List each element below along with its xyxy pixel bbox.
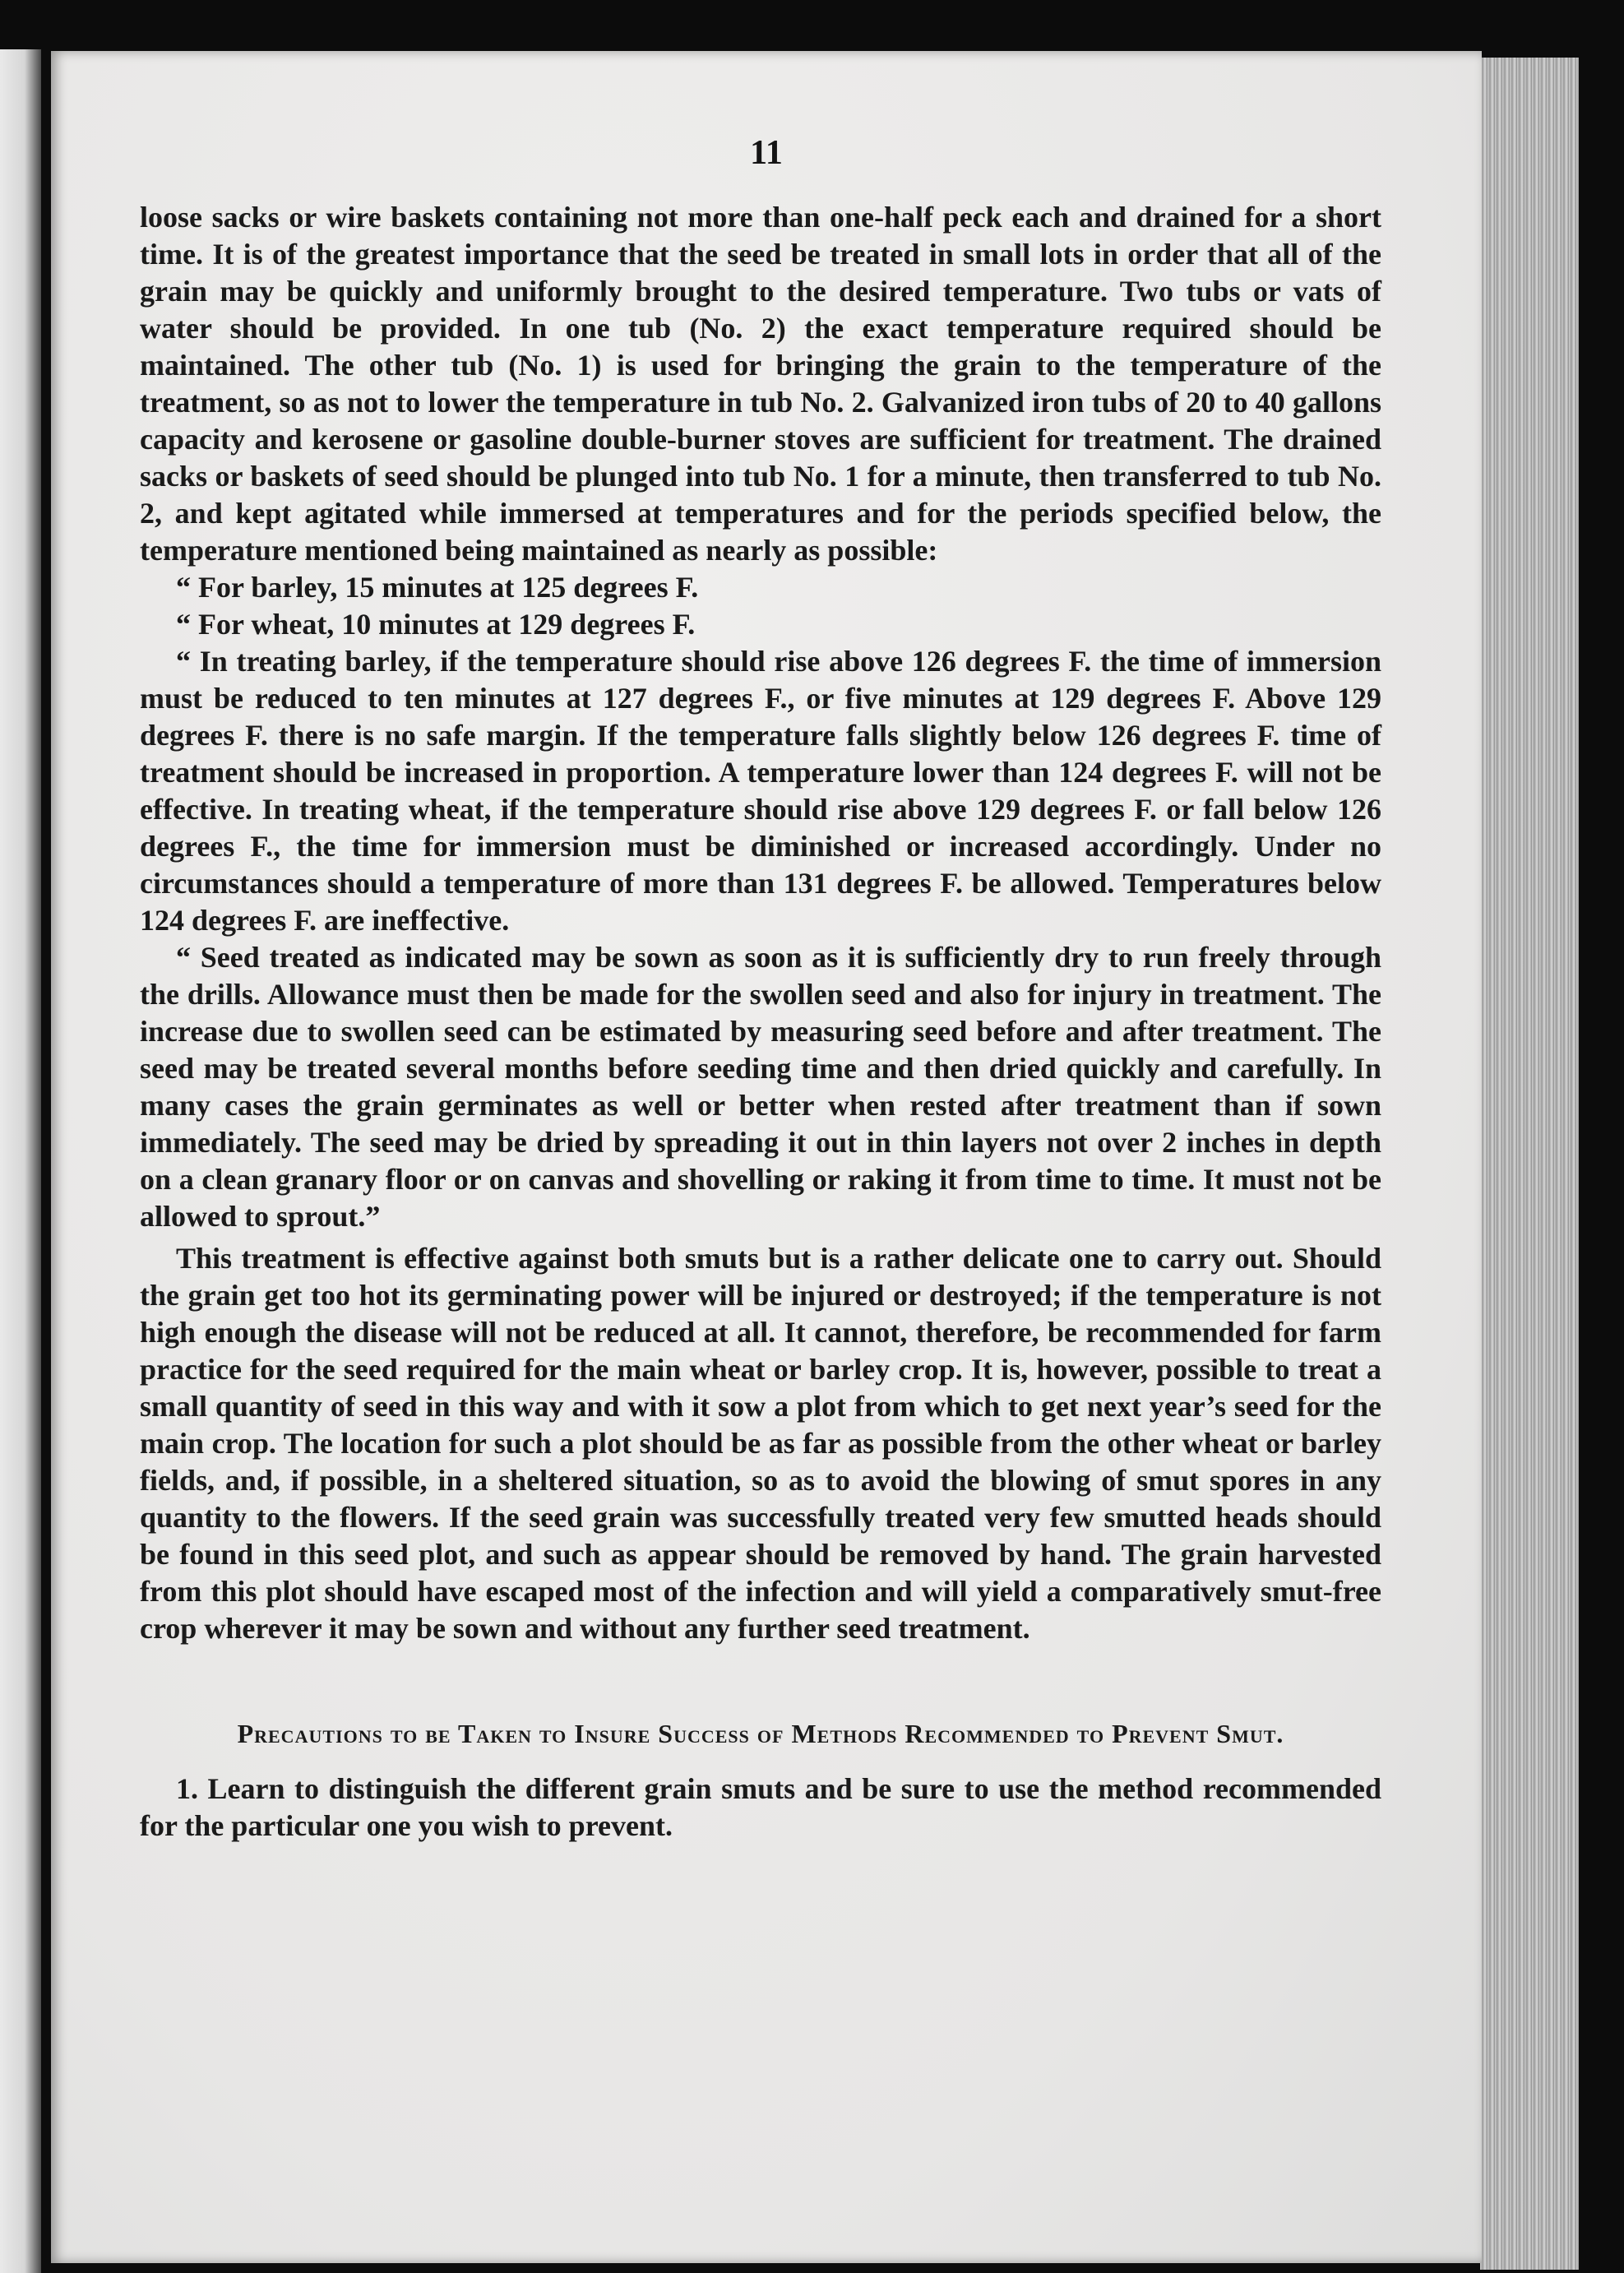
quote-barley: “ For barley, 15 minutes at 125 degrees F. — [176, 571, 699, 604]
page-stack-edge — [1480, 58, 1579, 2270]
facing-page-edge — [0, 49, 41, 2273]
paragraph-continued: loose sacks or wire baskets containing not more than one-half peck each and drained for a short time. It is of the greatest importance that the seed be treated in small lots in order that all of the grain may be quickly and uniformly brought to the desired temperature. Two tubs or vats of water should be provided. In one tub (No. 2) the exact temperature required should be maintained. The other tub (No. 1) is used for bringing the grain to the temperature of the treatment, so as not to lower the temperature in tub No. 2. Galvanized iron tubs of 20 to 40 gallons capacity and kerosene or gasoline double-burner stoves are sufficient for treatment. The drained sacks or baskets of seed should be plunged into tub No. 1 for a minute, then transferred to tub No. 2, and kept agitated while immersed at temperatures and for the periods specified below, the temperature mentioned being maintained as nearly as possible: — [140, 201, 1381, 567]
section-heading: Precautions to be Taken to Insure Success of Methods Recommended to Prevent Smut. — [237, 1719, 1284, 1748]
book-page — [51, 51, 1482, 2263]
paragraph-treatment-effectiveness: This treatment is effective against both smuts but is a rather delicate one to carry out. Should the grain get too hot its germinating power will be injured or destroyed; if the temperature is not high enough the disease will not be reduced at all. It cannot, therefore, be recommended for farm practice for the seed required for the main wheat or barley crop. It is, however, possible to treat a small quantity of seed in this way and with it sow a plot from which to get next year’s seed for the main crop. The location for such a plot should be as far as possible from the other wheat or barley fields, and, if possible, in a sheltered situation, so as to avoid the blowing of smut spores in any quantity to the flowers. If the seed grain was successfully treated very few smutted heads should be found in this seed plot, and such as appear should be removed by hand. The grain harvested from this plot should have escaped most of the infection and will yield a comparatively smut-free crop wherever it may be sown and without any further seed treatment. — [140, 1242, 1381, 1645]
page-number: 11 — [750, 134, 783, 172]
quote-barley-treatment: “ In treating barley, if the temperature should rise above 126 degrees F. the time of immersion must be reduced to ten minutes at 127 degrees F., or five minutes at 129 degrees F. Above 129 degrees F. there is no safe margin. If the temperature falls slightly below 126 degrees F. time of treatment should be increased in proportion. A temperature lower than 124 degrees F. will not be effective. In treating wheat, if the temperature should rise above 129 degrees F. or fall below 126 degrees F., the time for immersion must be diminished or increased accordingly. Under no circumstances should a temperature of more than 131 degrees F. be allowed. Temperatures below 124 degrees F. are ineffective. — [140, 645, 1381, 937]
quote-seed-sowing: “ Seed treated as indicated may be sown as soon as it is sufficiently dry to run freely through the drills. Allowance must then be made for the swollen seed and also for injury in treatment. The increase due to swollen seed can be estimated by measuring seed before and after treatment. The seed may be treated several months before seeding time and then dried quickly and carefully. In many cases the grain germinates as well or better when rested after treatment than if sown immediately. The seed may be dried by spreading it out in thin layers not over 2 inches in depth on a clean granary floor or on canvas and shovelling or raking it from time to time. It must not be allowed to sprout.” — [140, 941, 1381, 1233]
list-item-1: 1. Learn to distinguish the different grain smuts and be sure to use the method recommended for the particular one you wish to prevent. — [140, 1772, 1381, 1842]
quote-wheat: “ For wheat, 10 minutes at 129 degrees F. — [176, 608, 696, 641]
scan-border-right — [1579, 0, 1624, 2273]
page-body — [140, 199, 1381, 1845]
